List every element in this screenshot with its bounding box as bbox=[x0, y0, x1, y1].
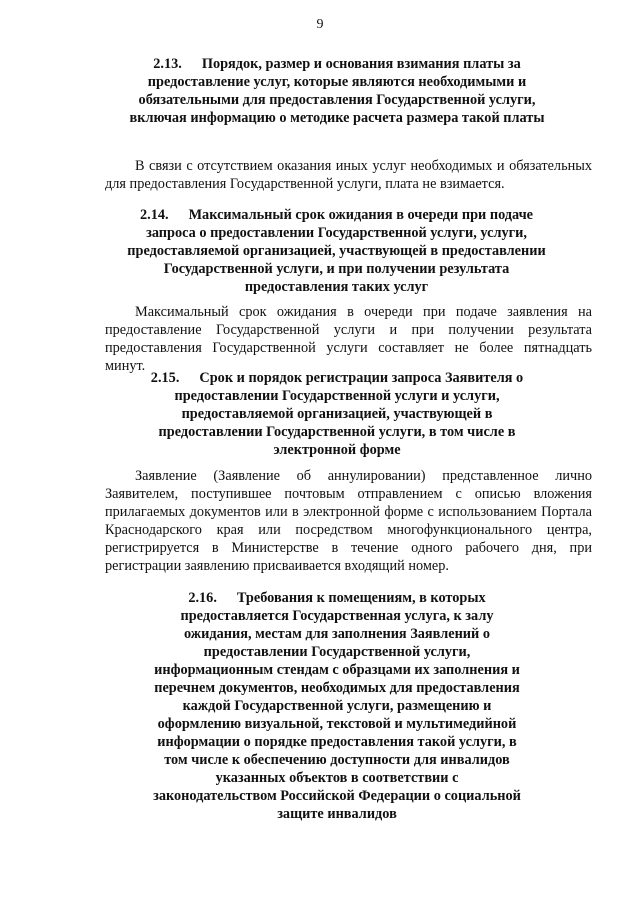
section-2-14-heading bbox=[124, 206, 549, 296]
section-2-15-body: Заявление (Заявление об аннулировании) представленное лично Заявителем, поступившее почтовым отправлением с описью вложения прилагаемых документов или в электронной форме с использованием Портала Краснодарского края или посредством многофункционального центра, регистрируется в Министерстве в течение одного рабочего дня, при регистрации заявлению присваивается входящий номер. bbox=[105, 468, 592, 574]
section-2-16-heading bbox=[152, 589, 522, 823]
section-title: Порядок, размер и основания взимания платы за предоставление услуг, которые являются необходимыми и обязательными для предоставления Государственной услуги, включая информацию о методике расчета размера такой платы bbox=[129, 56, 545, 126]
section-number: 2.13. bbox=[153, 56, 182, 72]
section-title: Срок и порядок регистрации запроса Заявителя о предоставлении Государственной услуги и услуги, предоставляемой организацией, участвующей в предоставлении Государственной услуги, в том числе в электронной форме bbox=[158, 370, 524, 458]
section-2-15-heading bbox=[128, 369, 546, 459]
section-2-14-body: Максимальный срок ожидания в очереди при подаче заявления на предоставление Государственной услуги и при получении результата предоставления Государственной услуги составляет не более пятнадцать минут. bbox=[105, 304, 592, 374]
section-2-13-body: В связи с отсутствием оказания иных услуг необходимых и обязательных для предоставления Государственной услуги, плата не взимается. bbox=[105, 158, 592, 192]
section-number: 2.15. bbox=[150, 370, 180, 386]
section-number: 2.14. bbox=[139, 207, 169, 223]
section-number: 2.16. bbox=[188, 590, 217, 606]
section-2-13-heading bbox=[128, 55, 546, 127]
section-title: Максимальный срок ожидания в очереди при подаче запроса о предоставлении Государственной услуги, услуги, предоставляемой организацией, участвующей в предоставлении Государственной услуги, и при получении результата предоставления таких услуг bbox=[127, 207, 546, 295]
page-number: 9 bbox=[316, 17, 324, 32]
section-title: Требования к помещениям, в которых предоставляется Государственная услуга, к залу ожидания, местам для заполнения Заявлений о предоставлении Государственной услуги, информационным стендам с образцами их заполнения и перечнем документов, необходимых для предоставления каждой Государственной услуги, размещению и оформлению визуальной, текстовой и мультимедийной информации о порядке предоставления такой услуги, в том числе к обеспечению доступности для инвалидов указанных объектов в соответствии с законодательством Российской Федерации о социальной защите инвалидов bbox=[153, 590, 521, 822]
